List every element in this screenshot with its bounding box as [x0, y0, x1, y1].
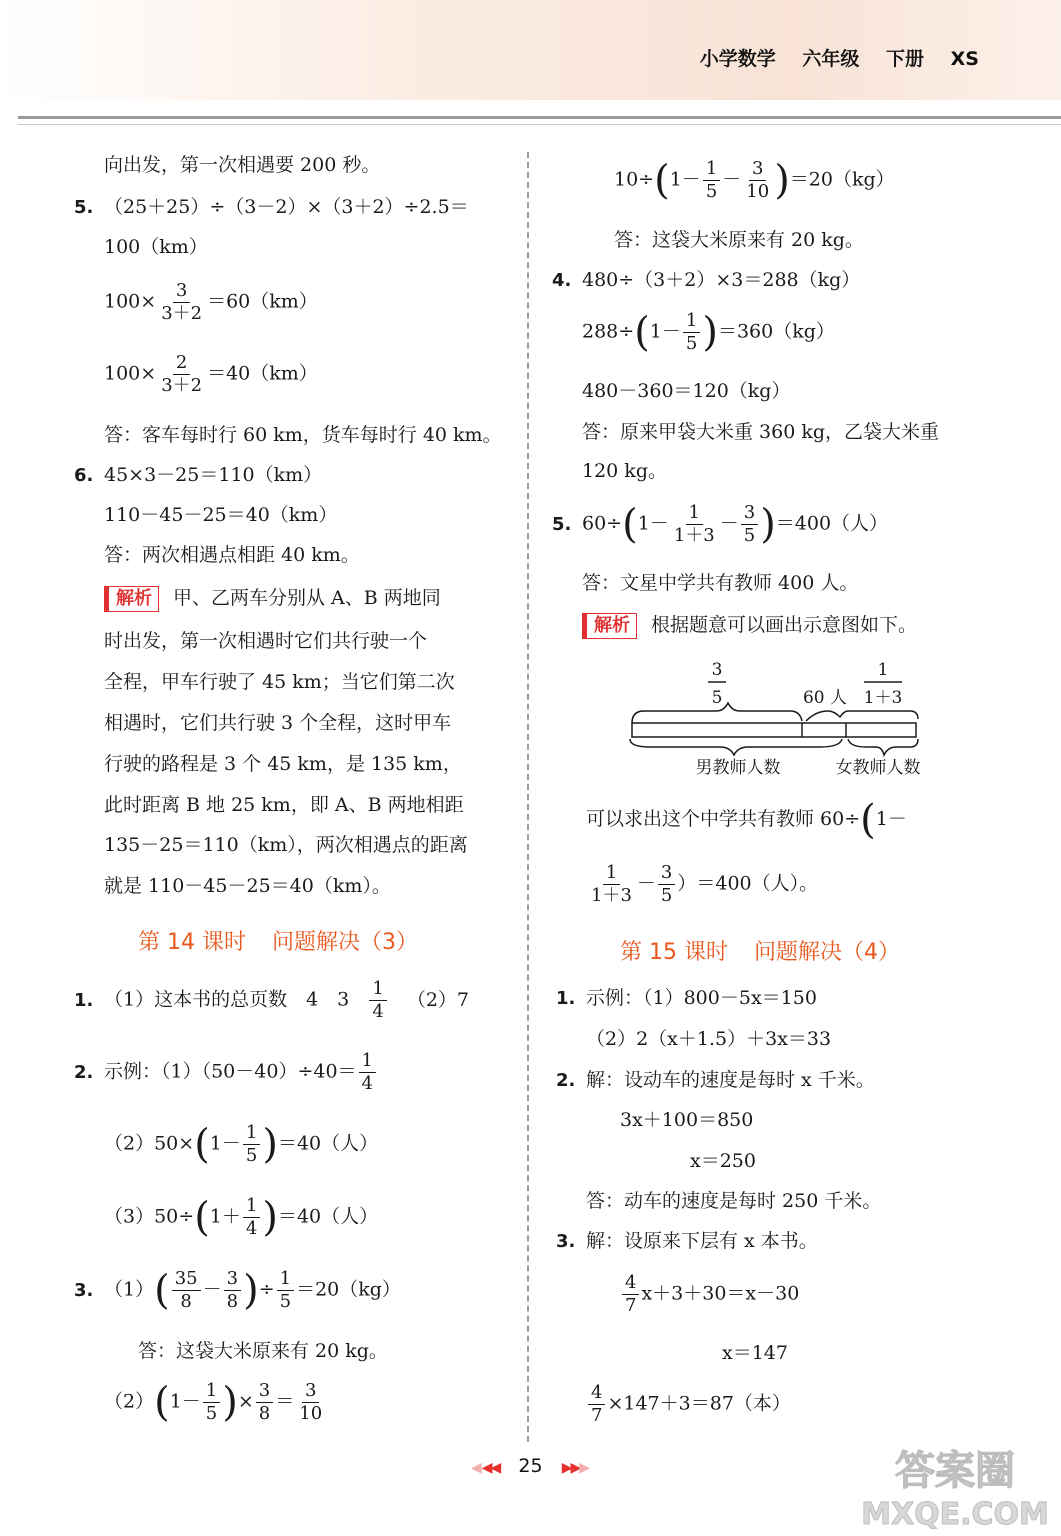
denominator: 7	[625, 1295, 637, 1316]
numerator: 4	[588, 1382, 605, 1405]
numerator: 3	[741, 502, 758, 525]
explanation-text: 根据题意可以画出示意图如下。	[651, 614, 918, 636]
numerator: 1	[203, 1380, 220, 1403]
denominator: 4	[372, 1001, 384, 1022]
problem-number: 3.	[556, 1231, 576, 1252]
equation-part: 10÷	[614, 168, 655, 191]
numerator: 1	[243, 1195, 260, 1218]
denominator: 5	[685, 333, 698, 354]
numerator: 1	[369, 978, 386, 1001]
explanation-text: 此时距离 B 地 25 km，即 A、B 两地相距	[104, 794, 464, 816]
equation: （2）50×(1－ $\frac{1}{5}$ )＝40（人）	[104, 1121, 379, 1168]
fraction	[683, 310, 700, 355]
problem-2	[74, 1050, 378, 1095]
equation: 288÷(1－ $\frac{1}{5}$ )＝360（kg）	[582, 309, 835, 356]
lesson-topic: 问题解决（3）	[271, 930, 418, 955]
equation-part: 1－	[209, 1132, 241, 1155]
equation-part: 288÷	[582, 320, 635, 343]
fraction	[224, 1268, 241, 1313]
explanation-text: 就是 110－45－25＝40（km）。	[104, 875, 391, 897]
problem-2	[556, 1067, 875, 1094]
analysis-badge: 解析	[582, 613, 637, 639]
equation-part: ÷	[258, 1278, 275, 1301]
problem-number: 2.	[74, 1061, 94, 1083]
problem-1	[74, 978, 469, 1023]
equation-part: ＝20（kg）	[296, 1278, 401, 1301]
problem-6	[74, 462, 322, 489]
explanation-text: 相遇时，它们共行驶 3 个全程，这时甲车	[104, 712, 452, 734]
numerator: 4	[622, 1272, 639, 1295]
answer: 答：文星中学共有教师 400 人。	[582, 572, 859, 594]
diagram-middle-label: 60 人	[802, 688, 848, 708]
analysis-badge: 解析	[104, 586, 159, 612]
page-number: 25	[518, 1455, 543, 1477]
equation: 示例：（1）（50－40）÷40＝	[104, 1060, 357, 1083]
answer: 答：动车的速度是每时 250 千米。	[586, 1190, 882, 1212]
equation-part: 1－	[637, 512, 669, 535]
lesson-15-title	[620, 940, 900, 966]
answer: 答：两次相遇点相距 40 km。	[104, 544, 360, 566]
equation: 10÷(1－ $\frac{1}{5}$ － $\frac{3}{10}$ )＝20（kg）	[614, 157, 895, 204]
fraction	[622, 1272, 639, 1317]
numerator: 2	[173, 352, 190, 375]
denominator: 5	[743, 525, 756, 546]
equation-part: ＝400（人）	[775, 512, 889, 535]
denominator: 10	[299, 1403, 323, 1424]
equation-part: 1－	[169, 1390, 201, 1413]
fraction	[158, 280, 205, 325]
equation-part: －	[722, 168, 742, 191]
equation: （25＋25）÷（3－2）×（3＋2）÷2.5＝	[104, 196, 469, 218]
equation-part: －	[719, 512, 739, 535]
numerator: 3	[256, 1380, 273, 1403]
problem-number: 1.	[74, 989, 94, 1011]
equation: 480÷（3＋2）×3＝288（kg）	[582, 269, 861, 291]
numerator: 1	[243, 1122, 260, 1145]
equation-part: ＝360（kg）	[717, 320, 835, 343]
diagram-label-male: 男教师人数	[695, 758, 781, 778]
next-arrows-icon: ▶▶	[561, 1460, 580, 1476]
answer: 答：客车每时行 60 km，货车每时行 40 km。	[104, 424, 502, 446]
fraction	[741, 502, 758, 547]
header-subject: 小学数学	[699, 48, 776, 70]
equation-part: （2）50×	[104, 1132, 195, 1155]
answer: 答：原来甲袋大米重 360 kg，乙袋大米重	[582, 421, 940, 443]
fraction	[359, 1050, 376, 1095]
watermark-logo	[860, 1440, 1050, 1532]
lesson-number: 第 14 课时	[138, 930, 246, 955]
numerator: 3	[749, 158, 766, 181]
equation-part: ＝40（人）	[277, 1205, 379, 1228]
problem-number: 1.	[556, 988, 576, 1009]
numerator: 1	[686, 502, 703, 525]
text-line: 向出发，第一次相遇要 200 秒。	[104, 154, 381, 176]
equation-part: （2）	[104, 1390, 155, 1413]
equation-part: x＋3＋30＝x－30	[641, 1282, 800, 1305]
problem-4	[552, 267, 860, 294]
numerator: 1	[277, 1268, 294, 1291]
equation: x＝147	[722, 1342, 788, 1364]
numerator: 3	[173, 280, 190, 303]
equation-part: 100×	[104, 290, 157, 313]
equation: （2）2（x＋1.5）＋3x＝33	[586, 1028, 832, 1050]
brace-female-teachers	[848, 739, 918, 755]
fraction	[158, 352, 205, 397]
equation-part: ＝20（kg）	[789, 168, 895, 191]
brace-upper-right	[806, 711, 918, 721]
equation: 100（km）	[104, 236, 208, 258]
problem-number: 5.	[74, 197, 94, 218]
equation-part: ＝40（人）	[277, 1132, 379, 1155]
denominator: 5	[279, 1291, 292, 1312]
numerator: 1	[359, 1050, 376, 1073]
denominator: 8	[258, 1403, 271, 1424]
explanation-part: 可以求出这个中学共有教师 60÷	[586, 808, 861, 830]
fraction	[588, 1382, 605, 1427]
problem-number: 6.	[74, 465, 94, 486]
lesson-topic: 问题解决（4）	[753, 940, 900, 965]
explanation-text: 全程，甲车行驶了 45 km；当它们第二次	[104, 671, 455, 693]
problem-number: 2.	[556, 1070, 576, 1091]
equation-part: 1＋	[209, 1205, 241, 1228]
denominator: 7	[591, 1405, 603, 1426]
explanation-text: 时出发，第一次相遇时它们共行驶一个	[104, 630, 428, 652]
explanation	[582, 612, 917, 639]
diagram-frac2-denominator: 1＋3	[863, 688, 903, 708]
explanation-text	[586, 862, 818, 907]
equation: （2）(1－ $\frac{1}{5}$ )× $\frac{3}{8}$ ＝ $\frac{3}{10}$	[104, 1380, 327, 1425]
equation-part: 1－	[669, 168, 701, 191]
problem-3	[556, 1228, 818, 1255]
diagram-frac1-denominator: 5	[711, 688, 723, 708]
column-divider	[527, 152, 529, 1442]
lesson-14-title	[138, 930, 418, 956]
diagram-frac1-numerator: 3	[711, 660, 723, 680]
explanation-text: 可以求出这个中学共有教师 60÷(1－	[586, 797, 907, 843]
equation-part: ×	[237, 1390, 254, 1413]
header-rule	[18, 116, 1061, 119]
header-grade: 六年级	[802, 48, 860, 70]
denominator: 5	[245, 1145, 258, 1166]
equation-part: 100×	[104, 362, 157, 385]
header-rule-thin	[18, 124, 1061, 125]
watermark-url: MXQE.COM	[861, 1497, 1049, 1532]
numerator: 1	[703, 158, 720, 181]
answer: 答：这袋大米原来有 20 kg。	[614, 229, 864, 251]
segment-diagram	[620, 655, 950, 780]
equation: 示例：（1）800－5x＝150	[586, 987, 817, 1009]
numerator: 3	[658, 862, 675, 885]
lesson-number: 第 15 课时	[620, 940, 728, 965]
equation: 3x＋100＝850	[620, 1109, 754, 1131]
equation-part: 60÷	[582, 512, 623, 535]
equation-part: －	[202, 1278, 222, 1301]
problem-5	[74, 194, 469, 221]
equation: 45×3－25＝110（km）	[104, 464, 323, 486]
fraction	[256, 1380, 273, 1425]
denominator: 5	[660, 885, 673, 906]
equation	[620, 1272, 799, 1317]
fraction	[658, 862, 675, 907]
numerator: 1	[683, 310, 700, 333]
prev-arrows-icon: ◀◀	[481, 1460, 500, 1476]
explanation-text: 甲、乙两车分别从 A、B 两地同	[173, 587, 441, 609]
denominator: 4	[361, 1073, 373, 1094]
fraction	[296, 1380, 325, 1425]
denominator: 4	[245, 1218, 258, 1239]
equation: 480－360＝120（kg）	[582, 380, 791, 402]
denominator: 1＋3	[591, 885, 632, 906]
problem-number: 3.	[74, 1279, 94, 1301]
equation-part: 1－	[649, 320, 681, 343]
watermark-title: 答案圈	[895, 1448, 1015, 1494]
numerator: 3	[302, 1380, 319, 1403]
fraction	[172, 1268, 201, 1313]
explanation-text: 行驶的路程是 3 个 45 km，是 135 km，	[104, 753, 462, 775]
fraction	[203, 1380, 220, 1425]
numerator: 1	[603, 862, 620, 885]
denominator: 5	[705, 181, 718, 202]
explanation-part: －	[636, 872, 656, 895]
brace-male-teachers	[630, 739, 842, 755]
equation-part: ＝60（km）	[207, 290, 318, 313]
diagram-frac2-numerator: 1	[877, 660, 889, 680]
problem-1	[556, 985, 817, 1012]
diagram-label-female: 女教师人数	[835, 758, 921, 778]
header-volume: 下册	[886, 48, 925, 70]
explanation	[104, 585, 441, 612]
solution-text: 解：设动车的速度是每时 x 千米。	[586, 1069, 875, 1091]
equation	[104, 280, 318, 325]
problem-number: 5.	[552, 513, 572, 535]
fraction	[243, 1195, 260, 1240]
header-edition: XS	[950, 48, 979, 70]
problem-3: 3. （1）( $\frac{35}{8}$ － $\frac{3}{8}$ )÷ $\frac{1}{5}$ ＝20（kg）	[74, 1267, 401, 1314]
equation	[104, 352, 318, 397]
problem-5: 5. 60÷(1－ $\frac{1}{1+3}$ － $\frac{3}{5}$ )＝400（人）	[552, 501, 889, 548]
explanation-part: ）＝400（人）。	[677, 872, 819, 895]
denominator: 1＋3	[673, 525, 715, 546]
fraction	[369, 978, 386, 1023]
answer: 120 kg。	[582, 460, 667, 482]
fraction	[743, 158, 772, 203]
segment-bar	[632, 723, 916, 737]
denominator: 5	[205, 1403, 218, 1424]
equation-part: ＝40（km）	[207, 362, 318, 385]
denominator: 10	[746, 181, 770, 202]
equation	[586, 1382, 791, 1427]
problem-number: 4.	[552, 270, 572, 291]
explanation-part: 1－	[875, 808, 907, 830]
next-dim-arrow-icon: ▶	[579, 1460, 591, 1476]
denominator: 3＋2	[161, 303, 203, 324]
fraction	[588, 862, 635, 907]
equation-part: （3）50÷	[104, 1205, 195, 1228]
fraction	[703, 158, 720, 203]
prev-dim-arrow-icon: ◀	[470, 1460, 482, 1476]
fraction	[243, 1122, 260, 1167]
explanation-text: 135－25＝110（km），两次相遇点的距离	[104, 834, 468, 856]
equation-part: ×147＋3＝87（本）	[607, 1392, 791, 1415]
equation: x＝250	[690, 1150, 756, 1172]
book-header	[680, 44, 979, 71]
equation: （3）50÷(1＋ $\frac{1}{4}$ )＝40（人）	[104, 1194, 379, 1241]
denominator: 3＋2	[161, 375, 203, 396]
solution-text: 解：设原来下层有 x 本书。	[586, 1230, 818, 1252]
answer-text: （2）7	[406, 988, 470, 1011]
numerator: 35	[172, 1268, 201, 1291]
answer: 答：这袋大米原来有 20 kg。	[138, 1340, 388, 1362]
denominator: 8	[226, 1291, 239, 1312]
answer-text: （1）这本书的总页数 4 3	[104, 988, 350, 1011]
fraction	[671, 502, 718, 547]
equation-part: （1）	[104, 1278, 155, 1301]
denominator: 8	[180, 1291, 192, 1312]
fraction	[277, 1268, 294, 1313]
equation: 110－45－25＝40（km）	[104, 504, 338, 526]
equation-part: ＝	[275, 1390, 295, 1413]
numerator: 3	[224, 1268, 241, 1291]
